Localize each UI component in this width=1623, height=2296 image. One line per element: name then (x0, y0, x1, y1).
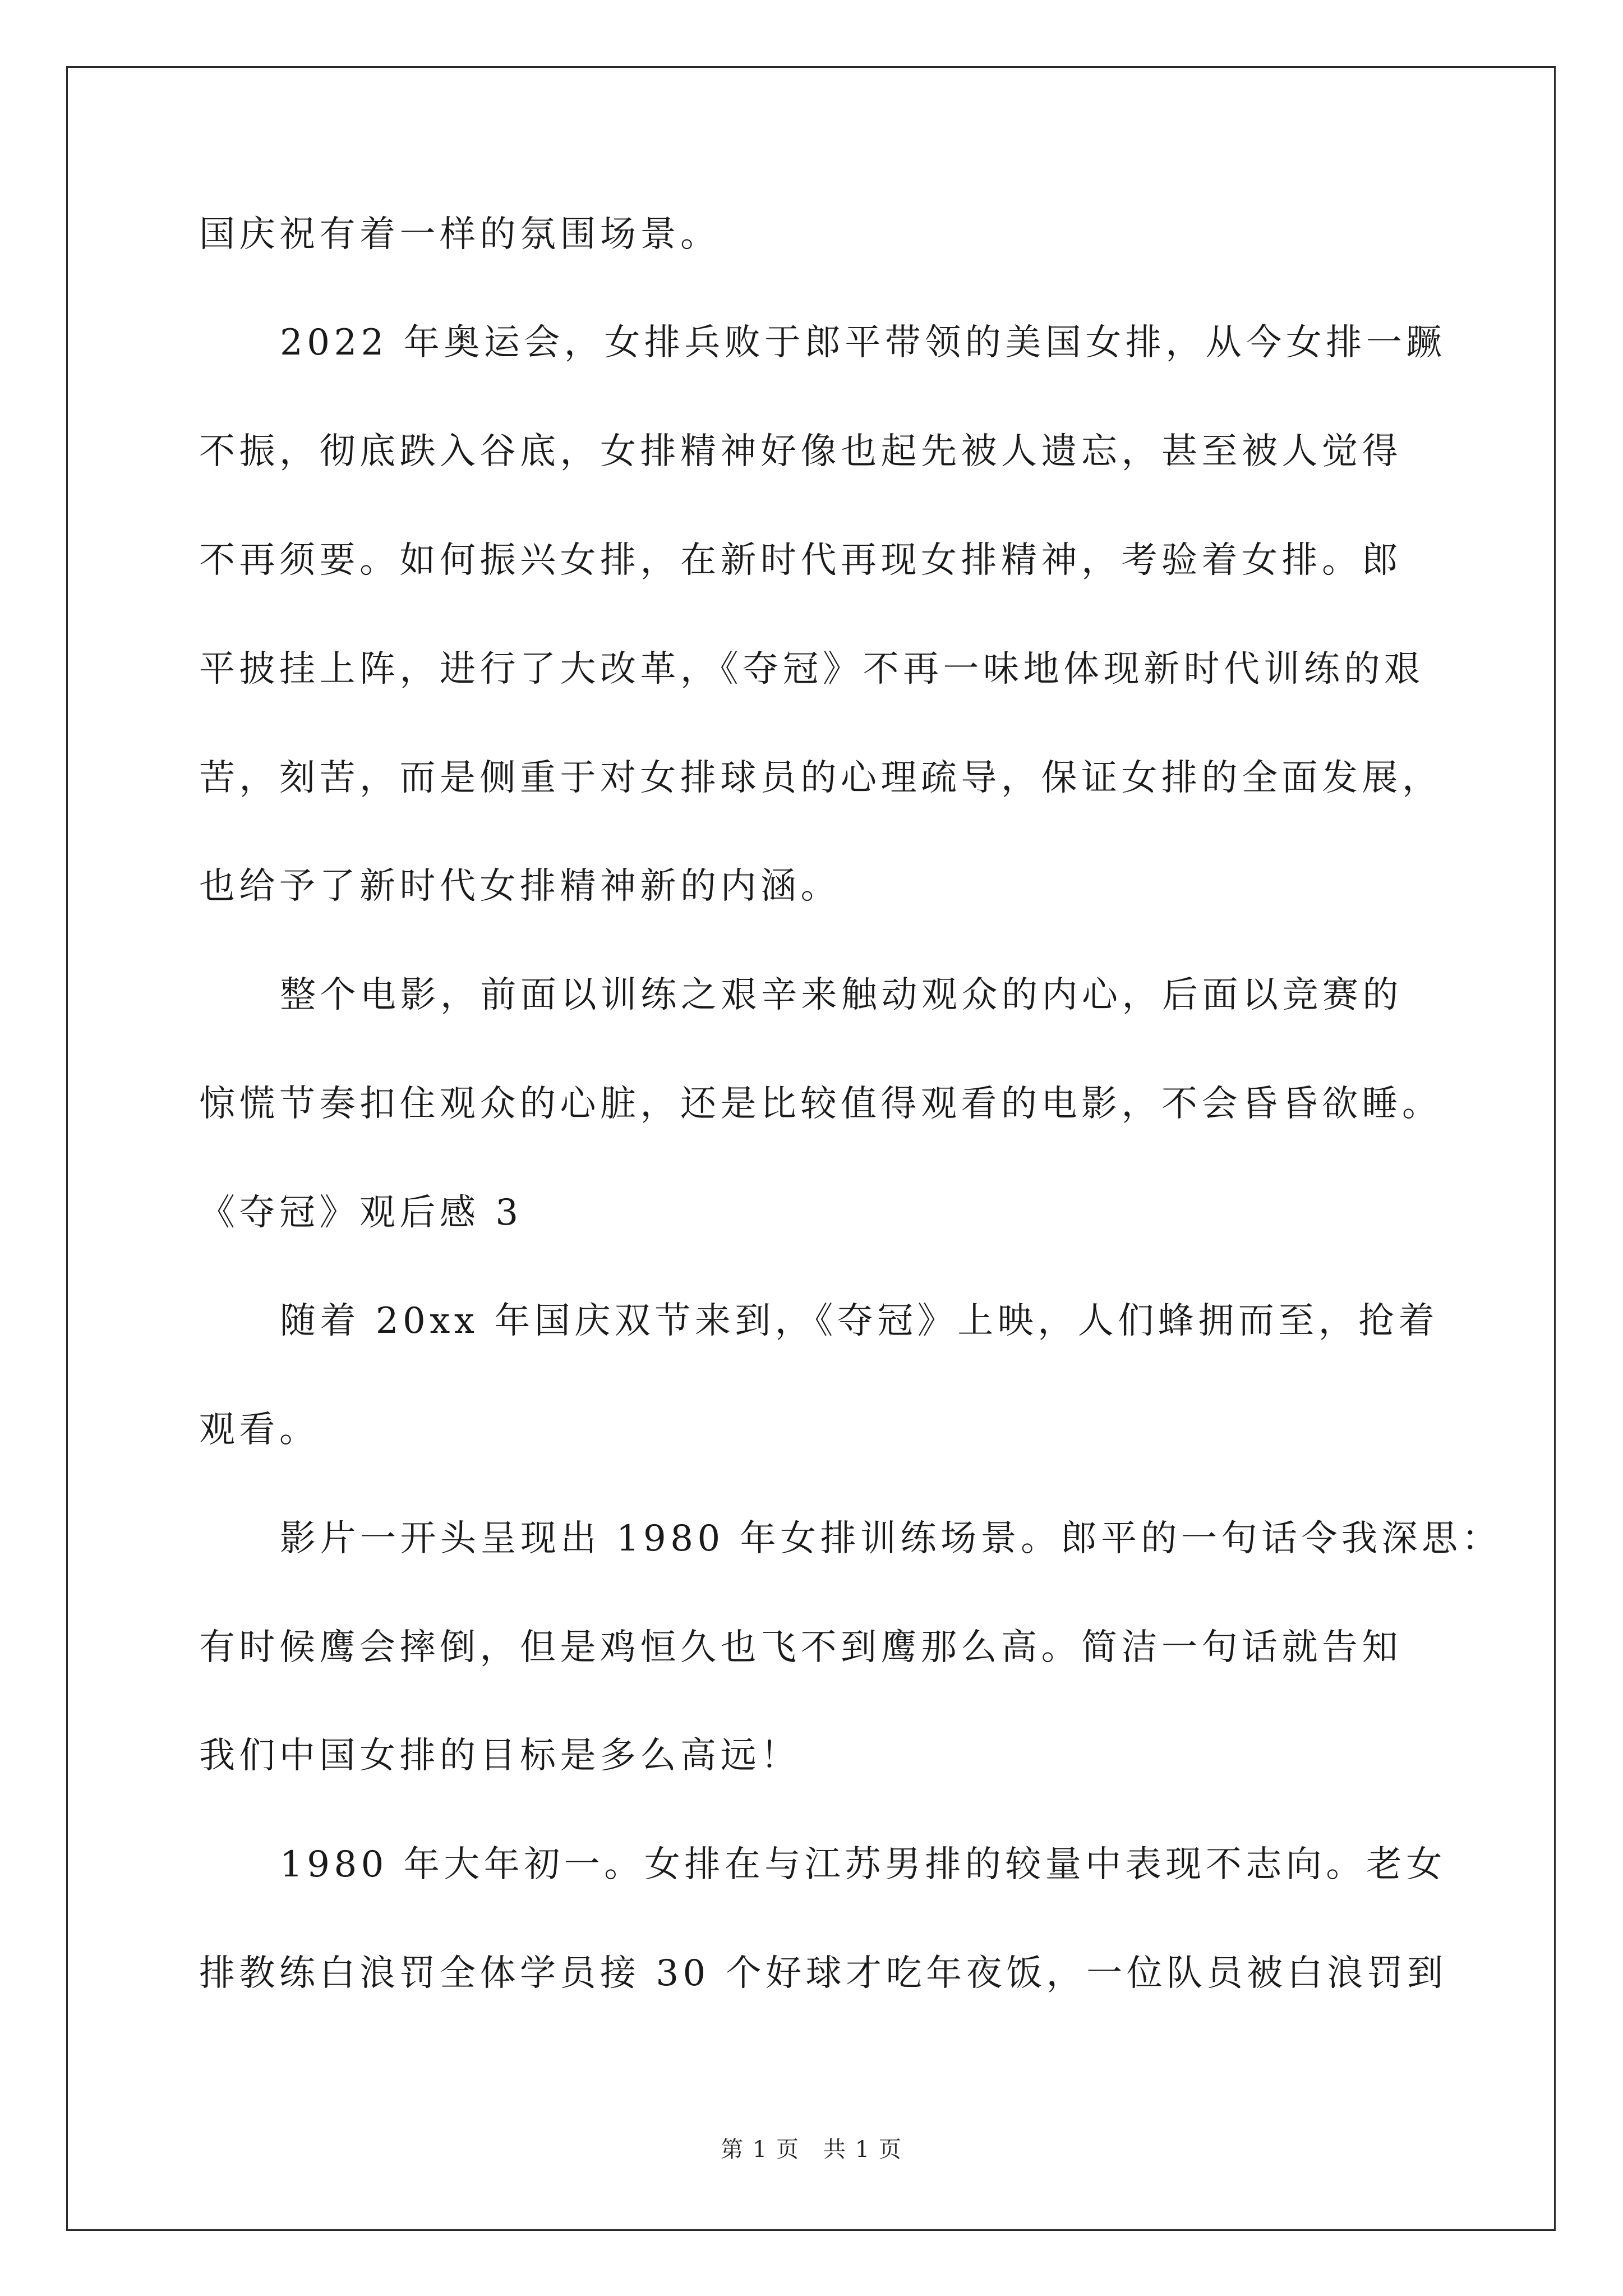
text-line: 影片一开头呈现出 1980 年女排训练场景。郎平的一句话令我深思： (280, 1518, 1502, 1559)
text-line: 我们中国女排的目标是多么高远！ (199, 1735, 801, 1777)
text-line: 苦，刻苦，而是侧重于对女排球员的心理疏导，保证女排的全面发展， (199, 757, 1442, 799)
text-line: 也给予了新时代女排精神新的内涵。 (199, 866, 841, 907)
text-line: 2022 年奥运会，女排兵败于郎平带领的美国女排，从今女排一蹶 (280, 322, 1446, 364)
text-line: 不振，彻底跌入谷底，女排精神好像也起先被人遗忘，甚至被人觉得 (199, 431, 1402, 472)
page-footer: 第 1 页 共 1 页 (721, 2137, 902, 2162)
section-heading: 《夺冠》观后感 3 (199, 1192, 523, 1234)
text-line: 国庆祝有着一样的氛围场景。 (199, 214, 721, 255)
text-line: 惊慌节奏扣住观众的心脏，还是比较值得观看的电影，不会昏昏欲睡。 (199, 1083, 1442, 1125)
page-border (66, 66, 1556, 2231)
text-line: 有时候鹰会摔倒，但是鸡恒久也飞不到鹰那么高。简洁一句话就告知 (199, 1627, 1402, 1668)
text-line: 1980 年大年初一。女排在与江苏男排的较量中表现不志向。老女 (280, 1844, 1446, 1885)
text-line: 观看。 (199, 1409, 320, 1451)
text-line: 不再须要。如何振兴女排，在新时代再现女排精神，考验着女排。郎 (199, 540, 1402, 581)
text-line: 平披挂上阵，进行了大改革，《夺冠》不再一味地体现新时代训练的艰 (199, 648, 1424, 690)
text-line: 整个电影，前面以训练之艰辛来触动观众的内心，后面以竞赛的 (280, 974, 1403, 1016)
text-line: 排教练白浪罚全体学员接 30 个好球才吃年夜饭，一位队员被白浪罚到 (199, 1953, 1447, 1994)
text-line: 随着 20xx 年国庆双节来到，《夺冠》上映，人们蜂拥而至，抢着 (280, 1300, 1439, 1342)
